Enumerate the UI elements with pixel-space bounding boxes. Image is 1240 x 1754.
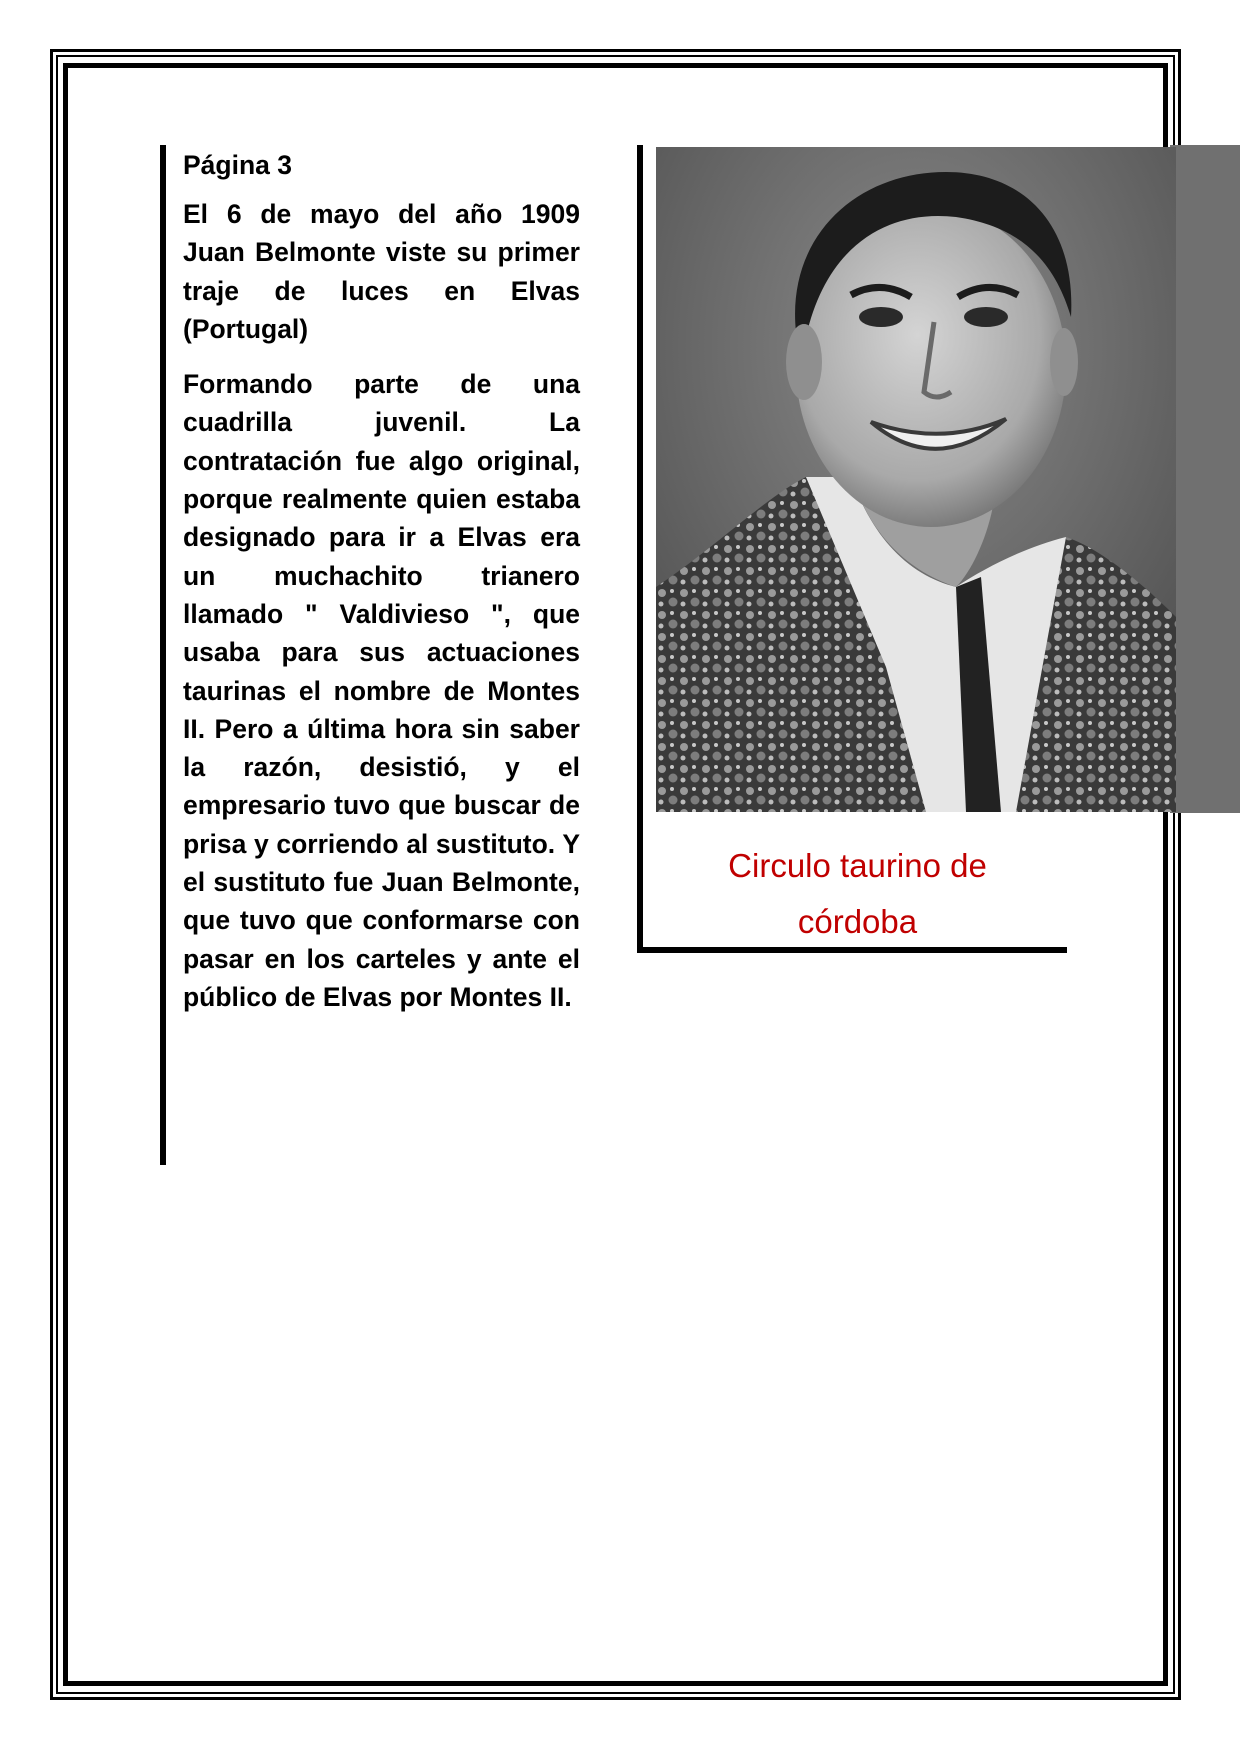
- caption-line-2: córdoba: [797, 903, 918, 940]
- photo-caption: [660, 838, 1055, 950]
- caption-line-1: Circulo taurino de: [728, 847, 987, 884]
- paragraph-story: Formando parte de una cuadrilla juvenil. La contratación fue algo original, porque realmente quien estaba designado para ir a Elvas era un muchachito trianero llamado " Valdivieso ", que usaba para sus actuaciones taurinas el nombre de Montes II. Pero a última hora sin saber la razón, desistió, y el empresario tuvo que buscar de prisa y corriendo al sustituto. Y el sustituto fue Juan Belmonte, que tuvo que conformarse con pasar en los carteles y ante el público de Elvas por Montes II.: [183, 369, 580, 1012]
- photo-shadow: [1170, 145, 1240, 813]
- page-number: Página 3: [183, 150, 292, 180]
- paragraph-intro: El 6 de mayo del año 1909 Juan Belmonte viste su primer traje de luces en Elvas (Portugal): [183, 199, 580, 344]
- article-column: [160, 145, 580, 1165]
- portrait-photo: [656, 147, 1176, 812]
